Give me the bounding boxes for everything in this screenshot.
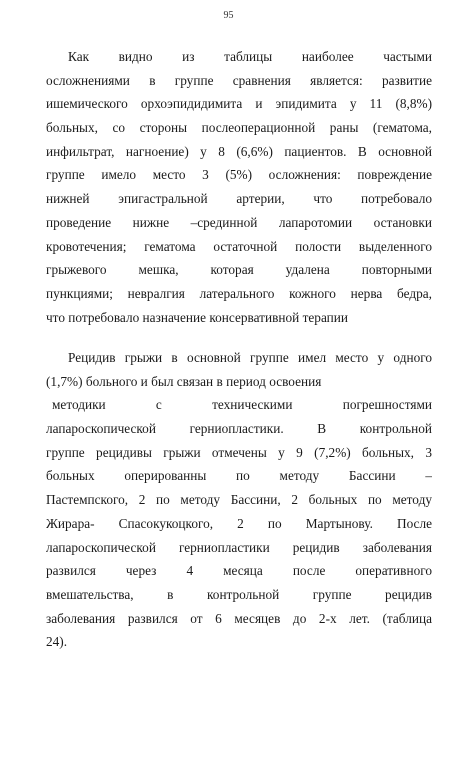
text-line: нижней эпигастральной артерии, что потребовало xyxy=(46,191,432,207)
text-line: лапароскопической герниопластики. В контрольной xyxy=(46,421,432,437)
text-line: Как видно из таблицы наиболее частыми xyxy=(68,49,432,64)
text-line: ишемического орхоэпидидимита и эпидимита у 11 (8,8%) xyxy=(46,96,432,112)
text-line: больных, со стороны послеоперационной раны (гематома, xyxy=(46,120,432,136)
text-line: Пастемпского, 2 по методу Бассини, 2 больных по методу xyxy=(46,492,432,508)
text-line: развился через 4 месяца после оперативного xyxy=(46,563,432,579)
paragraph-recurrence xyxy=(46,346,432,654)
text-line: лапароскопической герниопластики рецидив заболевания xyxy=(46,539,432,555)
page-number: 95 xyxy=(223,10,234,21)
text-line: методики с техническими погрешностями xyxy=(52,397,432,413)
paragraph-complications xyxy=(46,45,432,329)
text-line: группе рецидивы грыжи отмечены у 9 (7,2%) больных, 3 xyxy=(46,444,432,460)
text-line: вмешательства, в контрольной группе рецидив xyxy=(46,586,432,602)
text-line: пункциями; невралгия латерального кожного нерва бедра, xyxy=(46,285,432,301)
text-line: грыжевого мешка, которая удалена повторными xyxy=(46,262,432,278)
text-line: кровотечения; гематома остаточной полости выделенного xyxy=(46,238,432,254)
text-line: проведение нижне –срединной лапаротомии остановки xyxy=(46,214,432,230)
text-line: инфильтрат, нагноение) у 8 (6,6%) пациентов. В основной xyxy=(46,143,432,159)
text-line: что потребовало назначение консервативной терапии xyxy=(46,309,349,325)
text-line: (1,7%) больного и был связан в период освоения xyxy=(46,373,322,389)
text-line: 24). xyxy=(46,634,68,650)
text-line: осложнениями в группе сравнения является: развитие xyxy=(46,72,432,88)
text-line: больных оперированны по методу Бассини – xyxy=(46,468,432,484)
text-line: группе имело место 3 (5%) осложнения: повреждение xyxy=(46,167,432,183)
text-line: Жирара- Спасокукоцкого, 2 по Мартынову. После xyxy=(46,515,432,531)
text-line: Рецидив грыжи в основной группе имел место у одного xyxy=(68,350,432,365)
text-line: заболевания развился от 6 месяцев до 2-х лет. (таблица xyxy=(46,610,432,626)
